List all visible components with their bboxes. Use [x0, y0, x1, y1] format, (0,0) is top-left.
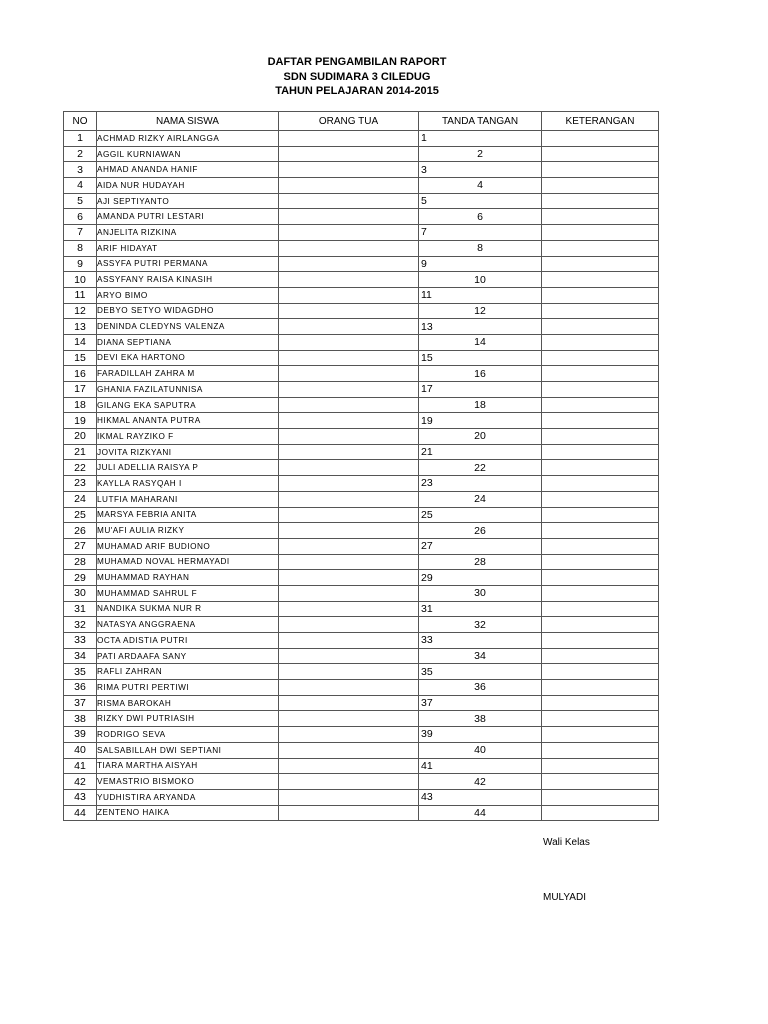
table-row [64, 429, 659, 445]
student-name: NATASYA ANGGRAENA [97, 617, 279, 633]
signature-number: 9 [419, 256, 542, 272]
notes-cell [542, 554, 659, 570]
signature-number: 8 [419, 240, 542, 256]
signature-number: 26 [419, 523, 542, 539]
notes-cell [542, 366, 659, 382]
table-body [64, 131, 659, 821]
signature-number: 39 [419, 727, 542, 743]
row-number: 13 [64, 319, 97, 335]
table-row [64, 476, 659, 492]
row-number: 25 [64, 507, 97, 523]
student-name: PATI ARDAAFA SANY [97, 648, 279, 664]
row-number: 17 [64, 382, 97, 398]
signature-number: 14 [419, 334, 542, 350]
table-row [64, 146, 659, 162]
parent-cell [279, 585, 419, 601]
student-name: MUHAMAD NOVAL HERMAYADI [97, 554, 279, 570]
academic-year: TAHUN PELAJARAN 2014-2015 [275, 85, 439, 97]
notes-cell [542, 131, 659, 147]
notes-cell [542, 617, 659, 633]
parent-cell [279, 507, 419, 523]
notes-cell [542, 397, 659, 413]
parent-cell [279, 789, 419, 805]
row-number: 34 [64, 648, 97, 664]
signature-number: 3 [419, 162, 542, 178]
row-number: 2 [64, 146, 97, 162]
notes-cell [542, 413, 659, 429]
signature-number: 22 [419, 460, 542, 476]
document-title: DAFTAR PENGAMBILAN RAPORT [267, 56, 447, 68]
student-name: RAFLI ZAHRAN [97, 664, 279, 680]
student-name: NANDIKA SUKMA NUR R [97, 601, 279, 617]
notes-cell [542, 460, 659, 476]
table-row [64, 240, 659, 256]
row-number: 28 [64, 554, 97, 570]
table-row [64, 742, 659, 758]
signature-number: 13 [419, 319, 542, 335]
notes-cell [542, 585, 659, 601]
parent-cell [279, 601, 419, 617]
signature-number: 30 [419, 585, 542, 601]
row-number: 4 [64, 178, 97, 194]
signature-number: 24 [419, 491, 542, 507]
student-name: ACHMAD RIZKY AIRLANGGA [97, 131, 279, 147]
row-number: 10 [64, 272, 97, 288]
table-row [64, 397, 659, 413]
notes-cell [542, 334, 659, 350]
parent-cell [279, 350, 419, 366]
table-row [64, 570, 659, 586]
parent-cell [279, 711, 419, 727]
parent-cell [279, 131, 419, 147]
notes-cell [542, 523, 659, 539]
student-name: FARADILLAH ZAHRA M [97, 366, 279, 382]
row-number: 30 [64, 585, 97, 601]
row-number: 16 [64, 366, 97, 382]
table-row [64, 758, 659, 774]
student-name: MUHAMAD ARIF BUDIONO [97, 538, 279, 554]
parent-cell [279, 554, 419, 570]
table-row [64, 507, 659, 523]
row-number: 19 [64, 413, 97, 429]
parent-cell [279, 758, 419, 774]
table-row [64, 523, 659, 539]
notes-cell [542, 272, 659, 288]
table-row [64, 680, 659, 696]
row-number: 44 [64, 805, 97, 821]
parent-cell [279, 146, 419, 162]
notes-cell [542, 444, 659, 460]
table-row [64, 256, 659, 272]
table-row [64, 413, 659, 429]
student-name: RIMA PUTRI PERTIWI [97, 680, 279, 696]
student-name: MUHAMMAD RAYHAN [97, 570, 279, 586]
notes-cell [542, 178, 659, 194]
parent-cell [279, 225, 419, 241]
notes-cell [542, 680, 659, 696]
parent-cell [279, 774, 419, 790]
notes-cell [542, 538, 659, 554]
table-row [64, 774, 659, 790]
notes-cell [542, 382, 659, 398]
table-row [64, 695, 659, 711]
student-name: JOVITA RIZKYANI [97, 444, 279, 460]
row-number: 9 [64, 256, 97, 272]
row-number: 23 [64, 476, 97, 492]
student-name: RODRIGO SEVA [97, 727, 279, 743]
table-row [64, 633, 659, 649]
student-name: RIZKY DWI PUTRIASIH [97, 711, 279, 727]
table-row [64, 789, 659, 805]
row-number: 12 [64, 303, 97, 319]
student-name: ARIF HIDAYAT [97, 240, 279, 256]
student-name: DEVI EKA HARTONO [97, 350, 279, 366]
notes-cell [542, 633, 659, 649]
parent-cell [279, 272, 419, 288]
notes-cell [542, 570, 659, 586]
notes-cell [542, 774, 659, 790]
table-header-row [64, 112, 659, 131]
student-name: ASSYFANY RAISA KINASIH [97, 272, 279, 288]
notes-cell [542, 711, 659, 727]
table-row [64, 460, 659, 476]
student-name: AIDA NUR HUDAYAH [97, 178, 279, 194]
parent-cell [279, 633, 419, 649]
row-number: 7 [64, 225, 97, 241]
notes-cell [542, 429, 659, 445]
row-number: 43 [64, 789, 97, 805]
row-number: 38 [64, 711, 97, 727]
signature-number: 15 [419, 350, 542, 366]
notes-cell [542, 209, 659, 225]
notes-cell [542, 162, 659, 178]
parent-cell [279, 742, 419, 758]
row-number: 31 [64, 601, 97, 617]
row-number: 29 [64, 570, 97, 586]
table-row [64, 319, 659, 335]
student-name: VEMASTRIO BISMOKO [97, 774, 279, 790]
row-number: 26 [64, 523, 97, 539]
row-number: 42 [64, 774, 97, 790]
student-name: MARSYA FEBRIA ANITA [97, 507, 279, 523]
row-number: 8 [64, 240, 97, 256]
signature-number: 10 [419, 272, 542, 288]
notes-cell [542, 350, 659, 366]
parent-cell [279, 209, 419, 225]
notes-cell [542, 240, 659, 256]
notes-cell [542, 303, 659, 319]
notes-cell [542, 601, 659, 617]
table-row [64, 491, 659, 507]
signature-number: 29 [419, 570, 542, 586]
signature-number: 18 [419, 397, 542, 413]
notes-cell [542, 664, 659, 680]
signature-number: 44 [419, 805, 542, 821]
parent-cell [279, 178, 419, 194]
table-row [64, 287, 659, 303]
student-name: SALSABILLAH DWI SEPTIANI [97, 742, 279, 758]
notes-cell [542, 789, 659, 805]
column-header-notes: KETERANGAN [542, 112, 659, 131]
row-number: 36 [64, 680, 97, 696]
parent-cell [279, 680, 419, 696]
signature-number: 6 [419, 209, 542, 225]
parent-cell [279, 444, 419, 460]
student-name: DEBYO SETYO WIDAGDHO [97, 303, 279, 319]
student-name: IKMAL RAYZIKO F [97, 429, 279, 445]
notes-cell [542, 491, 659, 507]
table-row [64, 805, 659, 821]
student-name: TIARA MARTHA AISYAH [97, 758, 279, 774]
parent-cell [279, 334, 419, 350]
signature-number: 42 [419, 774, 542, 790]
student-name: MU'AFI AULIA RIZKY [97, 523, 279, 539]
table-row [64, 162, 659, 178]
student-name: MUHAMMAD SAHRUL F [97, 585, 279, 601]
student-name: YUDHISTIRA ARYANDA [97, 789, 279, 805]
signature-number: 35 [419, 664, 542, 680]
signature-number: 43 [419, 789, 542, 805]
row-number: 11 [64, 287, 97, 303]
student-name: AHMAD ANANDA HANIF [97, 162, 279, 178]
column-header-no: NO [64, 112, 97, 131]
signature-number: 38 [419, 711, 542, 727]
homeroom-teacher-label: Wali Kelas [543, 837, 590, 848]
parent-cell [279, 287, 419, 303]
row-number: 35 [64, 664, 97, 680]
table-row [64, 664, 659, 680]
row-number: 27 [64, 538, 97, 554]
parent-cell [279, 429, 419, 445]
notes-cell [542, 287, 659, 303]
parent-cell [279, 648, 419, 664]
row-number: 1 [64, 131, 97, 147]
table-row [64, 554, 659, 570]
notes-cell [542, 319, 659, 335]
table-row [64, 617, 659, 633]
signature-number: 4 [419, 178, 542, 194]
row-number: 18 [64, 397, 97, 413]
table-row [64, 225, 659, 241]
signature-number: 20 [419, 429, 542, 445]
signature-number: 21 [419, 444, 542, 460]
parent-cell [279, 491, 419, 507]
notes-cell [542, 256, 659, 272]
table-row [64, 334, 659, 350]
student-name: GHANIA FAZILATUNNISA [97, 382, 279, 398]
signature-number: 33 [419, 633, 542, 649]
student-name: ZENTENO HAIKA [97, 805, 279, 821]
signature-number: 2 [419, 146, 542, 162]
signature-number: 32 [419, 617, 542, 633]
parent-cell [279, 256, 419, 272]
parent-cell [279, 476, 419, 492]
row-number: 5 [64, 193, 97, 209]
table-row [64, 131, 659, 147]
signature-number: 41 [419, 758, 542, 774]
signature-number: 36 [419, 680, 542, 696]
student-name: AGGIL KURNIAWAN [97, 146, 279, 162]
row-number: 24 [64, 491, 97, 507]
report-pickup-table [63, 111, 659, 821]
parent-cell [279, 382, 419, 398]
column-header-parent: ORANG TUA [279, 112, 419, 131]
parent-cell [279, 727, 419, 743]
column-header-signature: TANDA TANGAN [419, 112, 542, 131]
signature-number: 12 [419, 303, 542, 319]
student-name: JULI ADELLIA RAISYA P [97, 460, 279, 476]
signature-number: 40 [419, 742, 542, 758]
table-row [64, 648, 659, 664]
row-number: 37 [64, 695, 97, 711]
parent-cell [279, 193, 419, 209]
parent-cell [279, 523, 419, 539]
signature-number: 37 [419, 695, 542, 711]
row-number: 3 [64, 162, 97, 178]
signature-number: 1 [419, 131, 542, 147]
student-name: ANJELITA RIZKINA [97, 225, 279, 241]
notes-cell [542, 758, 659, 774]
notes-cell [542, 507, 659, 523]
row-number: 41 [64, 758, 97, 774]
signature-number: 11 [419, 287, 542, 303]
table-row [64, 350, 659, 366]
signature-number: 7 [419, 225, 542, 241]
notes-cell [542, 476, 659, 492]
row-number: 20 [64, 429, 97, 445]
school-name: SDN SUDIMARA 3 CILEDUG [283, 70, 431, 83]
signature-number: 25 [419, 507, 542, 523]
table-row [64, 209, 659, 225]
parent-cell [279, 664, 419, 680]
table-row [64, 178, 659, 194]
table-row [64, 382, 659, 398]
table-row [64, 538, 659, 554]
notes-cell [542, 193, 659, 209]
document-header [0, 55, 714, 99]
row-number: 22 [64, 460, 97, 476]
signature-number: 31 [419, 601, 542, 617]
parent-cell [279, 240, 419, 256]
signature-number: 5 [419, 193, 542, 209]
student-name: AMANDA PUTRI LESTARI [97, 209, 279, 225]
signature-number: 19 [419, 413, 542, 429]
parent-cell [279, 303, 419, 319]
notes-cell [542, 648, 659, 664]
parent-cell [279, 805, 419, 821]
row-number: 21 [64, 444, 97, 460]
table-row [64, 711, 659, 727]
student-name: HIKMAL ANANTA PUTRA [97, 413, 279, 429]
notes-cell [542, 742, 659, 758]
row-number: 40 [64, 742, 97, 758]
table-row [64, 193, 659, 209]
signature-number: 23 [419, 476, 542, 492]
parent-cell [279, 319, 419, 335]
table-row [64, 727, 659, 743]
table-row [64, 366, 659, 382]
student-name: ARYO BIMO [97, 287, 279, 303]
column-header-student-name: NAMA SISWA [97, 112, 279, 131]
row-number: 32 [64, 617, 97, 633]
table-row [64, 303, 659, 319]
table-row [64, 272, 659, 288]
parent-cell [279, 460, 419, 476]
student-name: OCTA ADISTIA PUTRI [97, 633, 279, 649]
student-name: RISMA BAROKAH [97, 695, 279, 711]
notes-cell [542, 695, 659, 711]
row-number: 39 [64, 727, 97, 743]
parent-cell [279, 397, 419, 413]
row-number: 15 [64, 350, 97, 366]
notes-cell [542, 146, 659, 162]
parent-cell [279, 695, 419, 711]
table-row [64, 585, 659, 601]
row-number: 6 [64, 209, 97, 225]
parent-cell [279, 413, 419, 429]
signature-number: 17 [419, 382, 542, 398]
signature-number: 28 [419, 554, 542, 570]
signature-number: 34 [419, 648, 542, 664]
signature-number: 16 [419, 366, 542, 382]
parent-cell [279, 366, 419, 382]
parent-cell [279, 162, 419, 178]
parent-cell [279, 617, 419, 633]
student-name: KAYLLA RASYQAH I [97, 476, 279, 492]
student-name: GILANG EKA SAPUTRA [97, 397, 279, 413]
student-name: DIANA SEPTIANA [97, 334, 279, 350]
parent-cell [279, 538, 419, 554]
notes-cell [542, 225, 659, 241]
notes-cell [542, 727, 659, 743]
student-name: ASSYFA PUTRI PERMANA [97, 256, 279, 272]
student-name: AJI SEPTIYANTO [97, 193, 279, 209]
table-row [64, 444, 659, 460]
signature-number: 27 [419, 538, 542, 554]
notes-cell [542, 805, 659, 821]
student-name: LUTFIA MAHARANI [97, 491, 279, 507]
table-row [64, 601, 659, 617]
student-name: DENINDA CLEDYNS VALENZA [97, 319, 279, 335]
parent-cell [279, 570, 419, 586]
row-number: 33 [64, 633, 97, 649]
row-number: 14 [64, 334, 97, 350]
homeroom-teacher-name: MULYADI [543, 892, 586, 903]
